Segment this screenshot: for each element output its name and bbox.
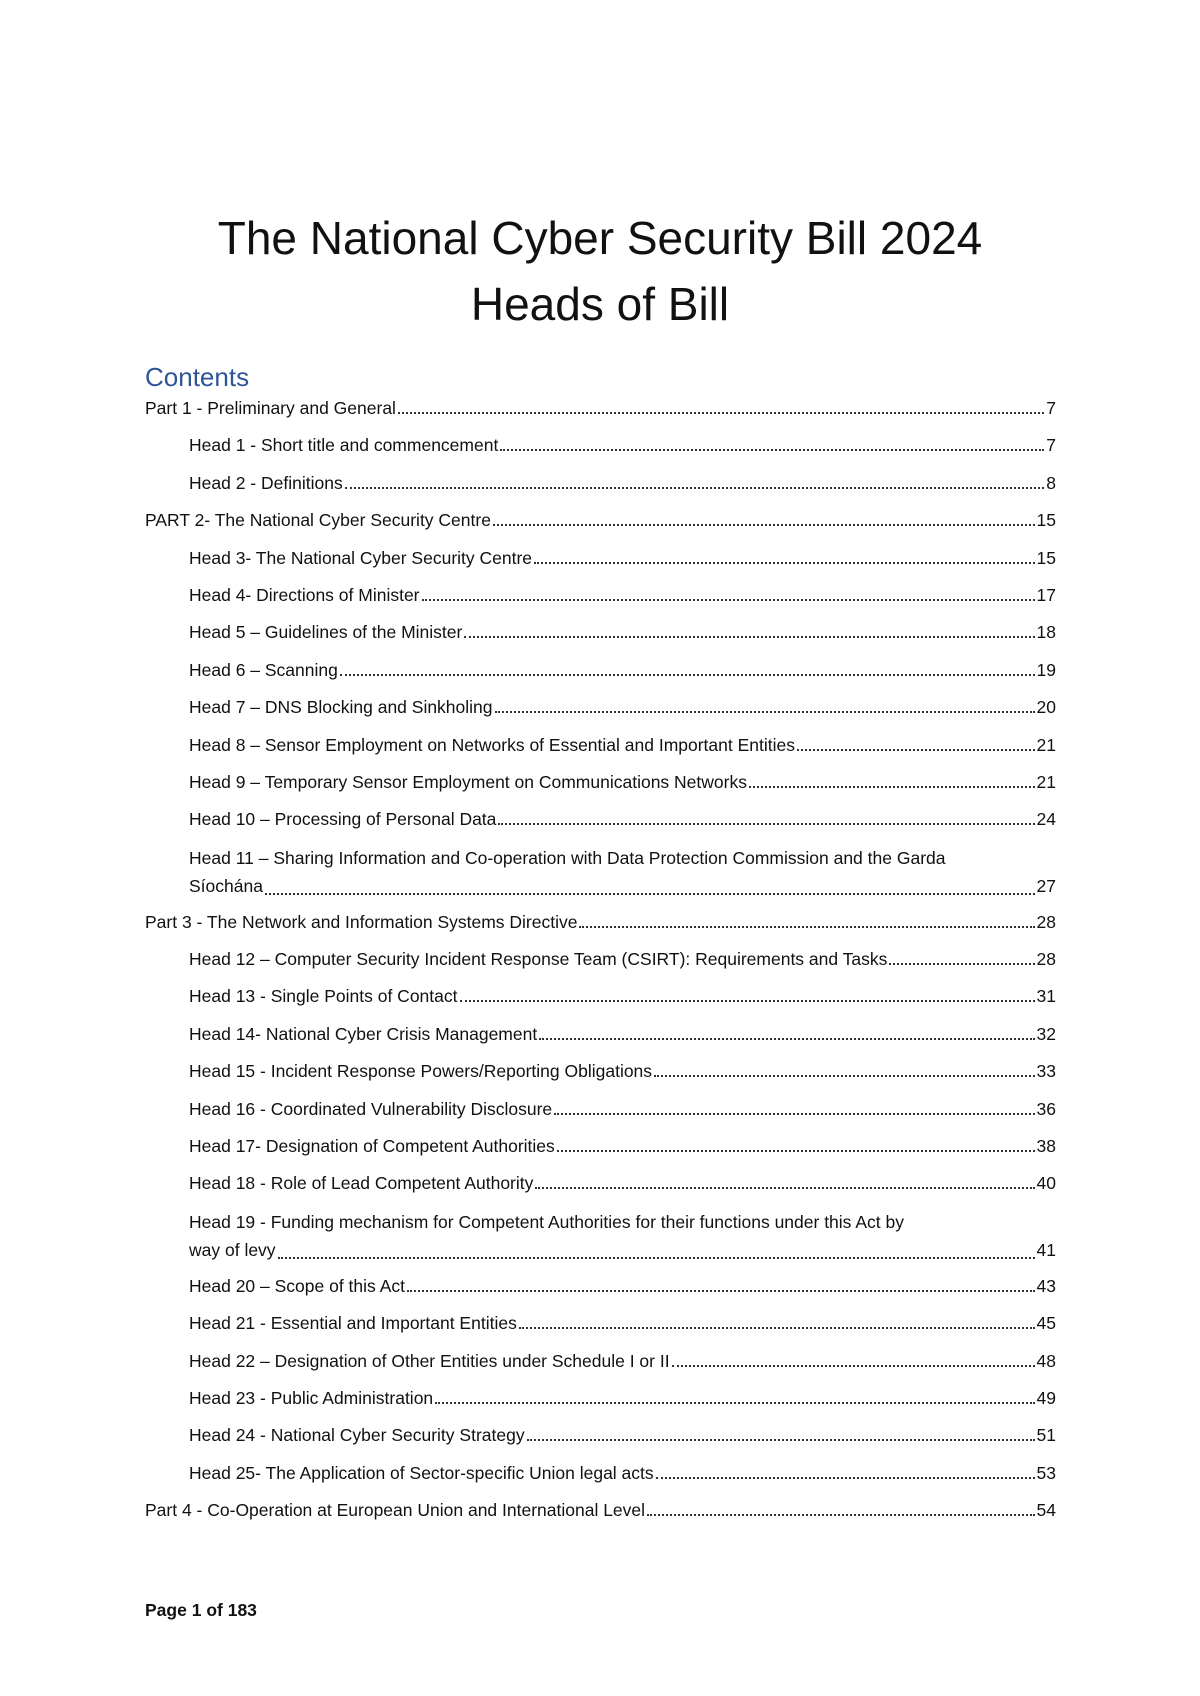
toc-entry-label: Part 3 - The Network and Information Systems Directive (145, 911, 578, 932)
dot-leader (398, 411, 1044, 414)
toc-entry[interactable] (145, 1273, 1056, 1299)
toc-entry-label: Head 12 – Computer Security Incident Response Team (CSIRT): Requirements and Tasks (189, 949, 888, 970)
toc-entry[interactable] (145, 806, 1056, 832)
toc-entry-page: 31 (1036, 986, 1056, 1007)
dot-leader (500, 448, 1044, 451)
toc-entry[interactable] (145, 1385, 1056, 1411)
toc-entry[interactable] (145, 1348, 1056, 1374)
toc-entry[interactable] (145, 507, 1056, 533)
toc-entry-label: Head 7 – DNS Blocking and Sinkholing (189, 697, 493, 718)
toc-entry-page: 53 (1036, 1462, 1056, 1483)
toc-entry-page: 48 (1036, 1350, 1056, 1371)
toc-entry[interactable] (145, 1422, 1056, 1448)
toc-entry[interactable] (145, 1096, 1056, 1122)
dot-leader (539, 1037, 1034, 1040)
dot-leader (579, 925, 1034, 928)
dot-leader (340, 673, 1035, 676)
toc-entry-label-continued: Síochána (189, 875, 263, 896)
toc-entry-page: 28 (1036, 949, 1056, 970)
page-footer (145, 1600, 257, 1621)
dot-leader (422, 598, 1035, 601)
toc-entry-page: 20 (1036, 697, 1056, 718)
toc-entry[interactable] (145, 1497, 1056, 1523)
toc-entry-page: 40 (1036, 1173, 1056, 1194)
toc-entry[interactable] (145, 657, 1056, 683)
dot-leader (749, 785, 1035, 788)
dot-leader (493, 523, 1035, 526)
document-title (0, 205, 1200, 337)
toc-entry-label: Head 10 – Processing of Personal Data (189, 809, 497, 830)
footer-of-word: of (206, 1600, 223, 1620)
dot-leader (495, 710, 1035, 713)
toc-entry-page: 45 (1036, 1313, 1056, 1334)
dot-leader (464, 635, 1034, 638)
footer-page-word: Page (145, 1600, 187, 1620)
toc-entry[interactable] (145, 582, 1056, 608)
toc-entry[interactable] (145, 1460, 1056, 1486)
footer-current-page: 1 (191, 1600, 202, 1620)
toc-entry[interactable] (145, 1058, 1056, 1084)
dot-leader (557, 1149, 1035, 1152)
toc-entry-page: 15 (1036, 547, 1056, 568)
toc-entry[interactable] (145, 1208, 1056, 1264)
dot-leader (278, 1256, 1035, 1259)
toc-entry-label: Part 1 - Preliminary and General (145, 398, 396, 418)
toc-entry-label: Head 16 - Coordinated Vulnerability Disclosure (189, 1098, 553, 1119)
toc-entry-label: Head 14- National Cyber Crisis Management (189, 1023, 538, 1044)
toc-entry-label: Head 3- The National Cyber Security Centre (189, 547, 533, 568)
toc-entry[interactable] (145, 946, 1056, 972)
toc-entry-page: 15 (1036, 510, 1056, 531)
toc-entry-page: 24 (1036, 809, 1056, 830)
toc-entry-page: 18 (1036, 622, 1056, 643)
toc-entry[interactable] (145, 1021, 1056, 1047)
toc-entry-label: Head 22 – Designation of Other Entities under Schedule I or II (189, 1350, 670, 1371)
dot-leader (265, 892, 1035, 895)
toc-entry[interactable] (145, 983, 1056, 1009)
toc-entry-label: Head 1 - Short title and commencement (189, 435, 499, 456)
toc-entry[interactable] (145, 694, 1056, 720)
toc-entry[interactable] (145, 470, 1056, 496)
dot-leader (345, 486, 1045, 489)
toc-entry-label: Head 6 – Scanning (189, 659, 338, 680)
toc-entry-page: 32 (1036, 1023, 1056, 1044)
toc-entry[interactable] (145, 732, 1056, 758)
dot-leader (647, 1513, 1034, 1516)
dot-leader (554, 1112, 1034, 1115)
toc-entry[interactable] (145, 1170, 1056, 1196)
toc-entry-page: 33 (1036, 1061, 1056, 1082)
title-line-1: The National Cyber Security Bill 2024 (217, 212, 983, 264)
toc-entry-label: Head 8 – Sensor Employment on Networks of Essential and Important Entities (189, 734, 795, 755)
toc-entry-page: 41 (1036, 1239, 1056, 1260)
toc-entry[interactable] (145, 395, 1056, 421)
dot-leader (797, 748, 1035, 751)
toc-entry-label: Head 18 - Role of Lead Competent Authority (189, 1173, 534, 1194)
title-line-2: Heads of Bill (470, 278, 730, 330)
toc-entry-label: Head 2 - Definitions (189, 472, 343, 493)
dot-leader (407, 1289, 1035, 1292)
dot-leader (527, 1438, 1035, 1441)
toc-entry-label: Head 11 – Sharing Information and Co-operation with Data Protection Commission and the Garda (189, 847, 946, 868)
toc-entry-page: 28 (1036, 911, 1056, 932)
dot-leader (889, 962, 1034, 965)
dot-leader (519, 1326, 1035, 1329)
toc-entry[interactable] (145, 1133, 1056, 1159)
dot-leader (535, 1186, 1034, 1189)
toc-entry[interactable] (145, 769, 1056, 795)
toc-entry-label: Head 9 – Temporary Sensor Employment on Communications Networks (189, 771, 747, 792)
toc-entry-page: 38 (1036, 1136, 1056, 1157)
toc-entry-page: 8 (1046, 472, 1056, 493)
toc-entry-page: 27 (1036, 875, 1056, 896)
toc-entry-page: 54 (1036, 1500, 1056, 1521)
contents-heading: Contents (145, 362, 250, 392)
toc-entry-label: Head 15 - Incident Response Powers/Reporting Obligations (189, 1061, 653, 1082)
toc-entry[interactable] (145, 909, 1056, 935)
toc-entry-page: 21 (1036, 734, 1056, 755)
toc-entry-page: 43 (1036, 1275, 1056, 1296)
toc-entry[interactable] (145, 1310, 1056, 1336)
toc-entry-label: Head 23 - Public Administration (189, 1387, 434, 1408)
dot-leader (654, 1074, 1034, 1077)
toc-entry-page: 21 (1036, 771, 1056, 792)
dot-leader (656, 1476, 1035, 1479)
toc-entry-label-continued: way of levy (189, 1239, 276, 1260)
toc-entry-page: 7 (1046, 435, 1056, 456)
dot-leader (435, 1401, 1034, 1404)
toc-entry-label: Head 24 - National Cyber Security Strategy (189, 1425, 525, 1446)
toc-entry-page: 51 (1036, 1425, 1056, 1446)
toc-entry-page: 49 (1036, 1387, 1056, 1408)
toc-entry-page: 19 (1036, 659, 1056, 680)
toc-entry[interactable] (145, 432, 1056, 458)
toc-entry-label: Head 25- The Application of Sector-specific Union legal acts (189, 1462, 654, 1483)
toc-entry-label: Head 21 - Essential and Important Entities (189, 1313, 517, 1334)
table-of-contents (145, 395, 1056, 1535)
toc-entry-label: Head 4- Directions of Minister (189, 584, 420, 605)
dot-leader (672, 1364, 1035, 1367)
toc-entry-page: 7 (1046, 398, 1056, 418)
dot-leader (498, 822, 1034, 825)
toc-entry-label: Head 5 – Guidelines of the Minister (189, 622, 463, 643)
toc-entry-page: 36 (1036, 1098, 1056, 1119)
toc-entry[interactable] (145, 844, 1056, 900)
toc-entry-label: Head 13 - Single Points of Contact (189, 986, 458, 1007)
dot-leader (460, 999, 1035, 1002)
toc-entry-label: PART 2- The National Cyber Security Centre (145, 510, 491, 531)
toc-entry-label: Head 17- Designation of Competent Authorities (189, 1136, 555, 1157)
toc-entry-label: Head 19 - Funding mechanism for Competent Authorities for their functions under this Act by (189, 1211, 904, 1232)
toc-entry[interactable] (145, 619, 1056, 645)
toc-entry-label: Head 20 – Scope of this Act (189, 1275, 405, 1296)
dot-leader (534, 561, 1034, 564)
toc-entry[interactable] (145, 545, 1056, 571)
footer-total-pages: 183 (227, 1600, 257, 1620)
toc-entry-page: 17 (1036, 584, 1056, 605)
toc-entry-label: Part 4 - Co-Operation at European Union and International Level (145, 1500, 646, 1521)
